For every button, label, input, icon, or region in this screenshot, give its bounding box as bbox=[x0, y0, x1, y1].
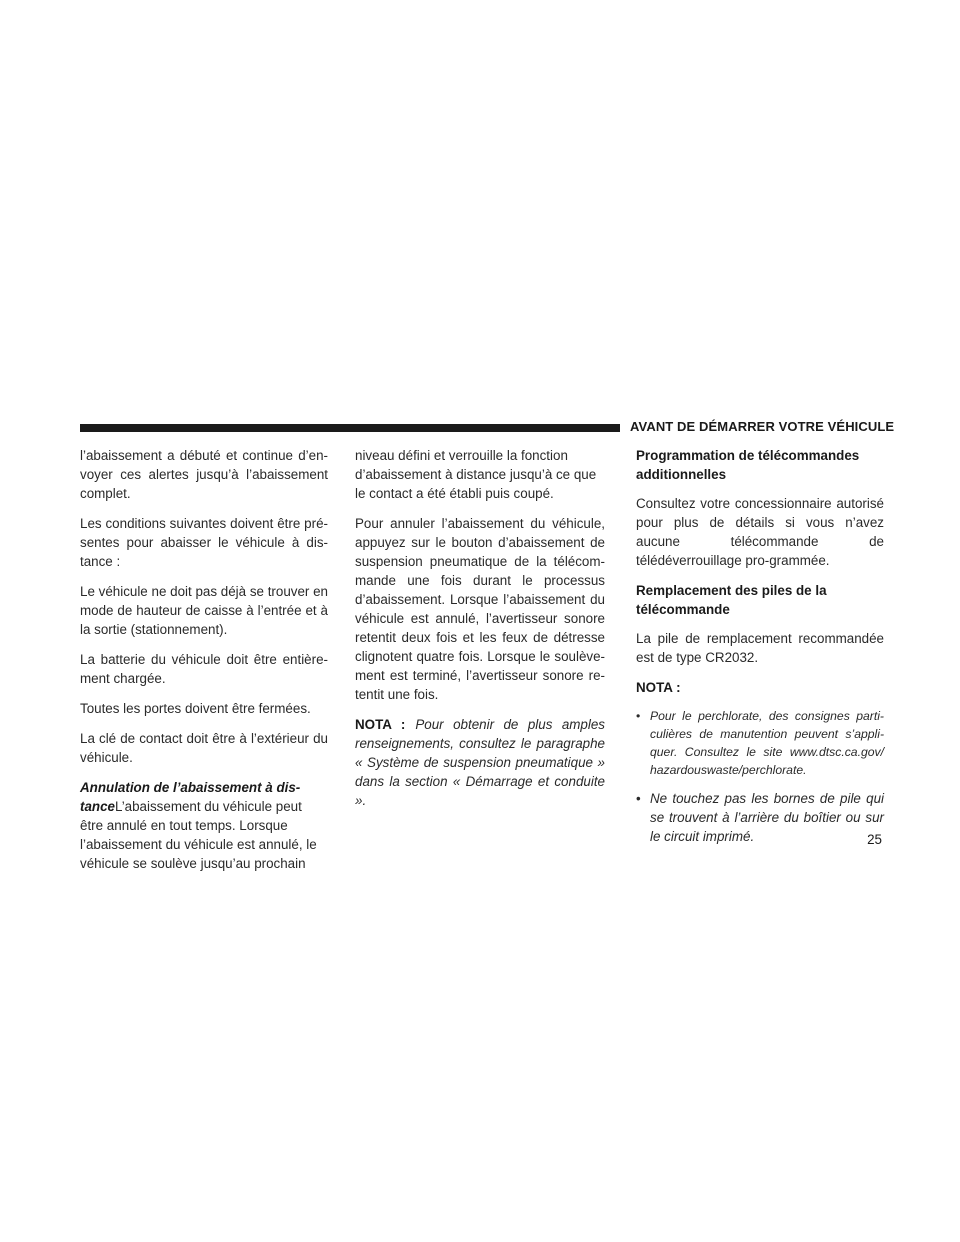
paragraph: niveau défini et verrouille la fonction d’abaissement à distance jusqu’à ce que le contact a été établi puis coupé. bbox=[355, 448, 597, 501]
bullet-icon: • bbox=[636, 791, 641, 806]
header-rule bbox=[80, 424, 620, 432]
paragraph: l’abaissement a débuté et continue d’en-voyer ces alertes jusqu’à l’abaissement complet. bbox=[80, 448, 328, 501]
list-item-text: Pour le perchlorate, des consignes parti-culières de manutention peuvent s’appli-quer. Consultez le site www.dtsc.ca.gov/ hazardouswaste/perchlorate. bbox=[650, 709, 884, 777]
note-bullet-list bbox=[636, 707, 884, 846]
paragraph: Le véhicule ne doit pas déjà se trouver en mode de hauteur de caisse à l’entrée et à la sortie (stationnement). bbox=[80, 584, 328, 637]
list-item bbox=[636, 789, 884, 846]
note-text: Pour obtenir de plus amples renseignements, consultez le paragraphe « Système de suspension pneumatique » dans la section « Démarrage et conduite ». bbox=[355, 717, 605, 808]
paragraph: Pour annuler l’abaissement du véhicule, appuyez sur le bouton d’abaissement de suspension pneumatique de la télécom-mande une fois durant le processus d’abaissement. Lorsque l’abaissement du véhicule est annulé, l’avertisseur sonore retentit deux fois et les feux de détresse clignotent quatre fois. Lorsque le soulève-ment est terminé, l’avertisseur sonore re-tentit une fois. bbox=[355, 516, 605, 702]
list-item-text: Ne touchez pas les bornes de pile qui se trouvent à l’arrière du boîtier ou sur le circuit imprimé. bbox=[650, 791, 884, 844]
note-paragraph bbox=[355, 715, 605, 810]
note-label: NOTA : bbox=[636, 680, 681, 695]
paragraph: Consultez votre concessionnaire autorisé pour plus de détails si vous n’avez aucune télécommande de télédéverrouillage pro-grammée. bbox=[636, 496, 884, 568]
bullet-icon: • bbox=[636, 709, 641, 723]
subhead-paragraph bbox=[80, 778, 328, 873]
heading-programming-remotes: Programmation de télécommandes additionnelles bbox=[636, 448, 860, 482]
note-label: NOTA : bbox=[355, 717, 406, 732]
subhead-remote-lowering-cancel: Annulation de l’abaissement à dis-tance bbox=[80, 780, 301, 814]
subhead-body: L’abaissement du véhicule peut être annulé en tout temps. Lorsque l’abaissement du véhicule est annulé, le véhicule se soulève jusqu’au prochain bbox=[80, 799, 317, 871]
paragraph: Toutes les portes doivent être fermées. bbox=[80, 701, 311, 716]
column-middle bbox=[355, 446, 605, 821]
list-item bbox=[636, 707, 884, 779]
paragraph: Les conditions suivantes doivent être pré-sentes pour abaisser le véhicule à dis-tance : bbox=[80, 516, 328, 569]
heading-battery-replacement: Remplacement des piles de la télécommande bbox=[636, 583, 827, 617]
column-left bbox=[80, 446, 328, 884]
paragraph: La clé de contact doit être à l’extérieur du véhicule. bbox=[80, 731, 328, 765]
section-title: AVANT DE DÉMARRER VOTRE VÉHICULE bbox=[630, 419, 895, 434]
page-number: 25 bbox=[867, 832, 882, 847]
column-right bbox=[636, 446, 884, 856]
paragraph: La batterie du véhicule doit être entière-ment chargée. bbox=[80, 652, 328, 686]
paragraph: La pile de remplacement recommandée est de type CR2032. bbox=[636, 631, 884, 665]
